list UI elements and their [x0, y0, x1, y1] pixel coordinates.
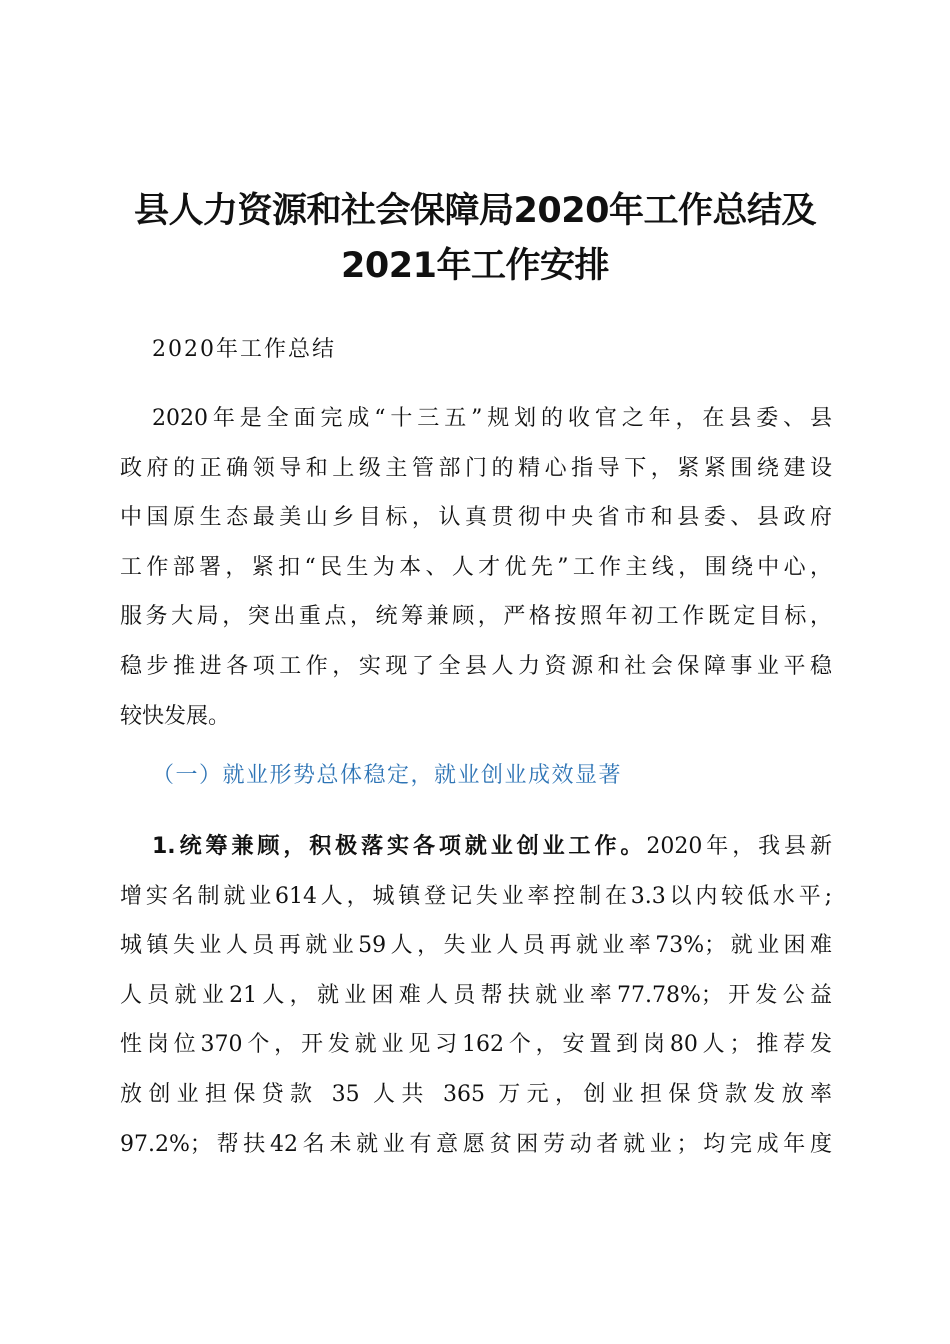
- intro-paragraph: [120, 394, 832, 741]
- paragraph-line: 放创业担保贷款 35 人共 365 万元，创业担保贷款发放率: [120, 1081, 832, 1107]
- paragraph-line: 性岗位370个，开发就业见习162个，安置到岗80人；推荐发: [120, 1032, 832, 1058]
- paragraph-line: 服务大局，突出重点，统筹兼顾，严格按照年初工作既定目标，: [120, 604, 832, 630]
- paragraph-line: 工作部署，紧扣“民生为本、人才优先”工作主线，围绕中心，: [120, 554, 832, 580]
- paragraph-line: 人员就业21人，就业困难人员帮扶就业率77.78%；开发公益: [120, 982, 832, 1008]
- paragraph-line: 增实名制就业614人，城镇登记失业率控制在3.3以内较低水平;: [120, 883, 832, 909]
- subheading-employment: （一）就业形势总体稳定，就业创业成效显著: [152, 763, 623, 788]
- paragraph-line: 2020年是全面完成“十三五”规划的收官之年，在县委、县: [152, 406, 832, 431]
- document-title-line-1: 县人力资源和社会保障局2020年工作总结及: [134, 191, 816, 231]
- section-label: 2020年工作总结: [152, 337, 336, 362]
- paragraph-line: 稳步推进各项工作，实现了全县人力资源和社会保障事业平稳: [120, 653, 832, 679]
- paragraph-line: [120, 822, 832, 872]
- document-title-line-2: 2021年工作安排: [341, 246, 609, 286]
- paragraph-line: 政府的正确领导和上级主管部门的精心指导下，紧紧围绕建设: [120, 455, 832, 481]
- item-1-first-line-rest: 2020年，我县新: [646, 834, 832, 859]
- item-1-lead: 1.统筹兼顾，积极落实各项就业创业工作。: [152, 834, 647, 859]
- item-1-paragraph: [120, 822, 832, 1169]
- paragraph-line: 较快发展。: [120, 703, 231, 729]
- paragraph-line: 中国原生态最美山乡目标，认真贯彻中央省市和县委、县政府: [120, 505, 832, 531]
- paragraph-line: 城镇失业人员再就业59人，失业人员再就业率73%；就业困难: [120, 933, 832, 959]
- paragraph-line: 97.2%；帮扶42名未就业有意愿贫困劳动者就业；均完成年度: [120, 1131, 832, 1157]
